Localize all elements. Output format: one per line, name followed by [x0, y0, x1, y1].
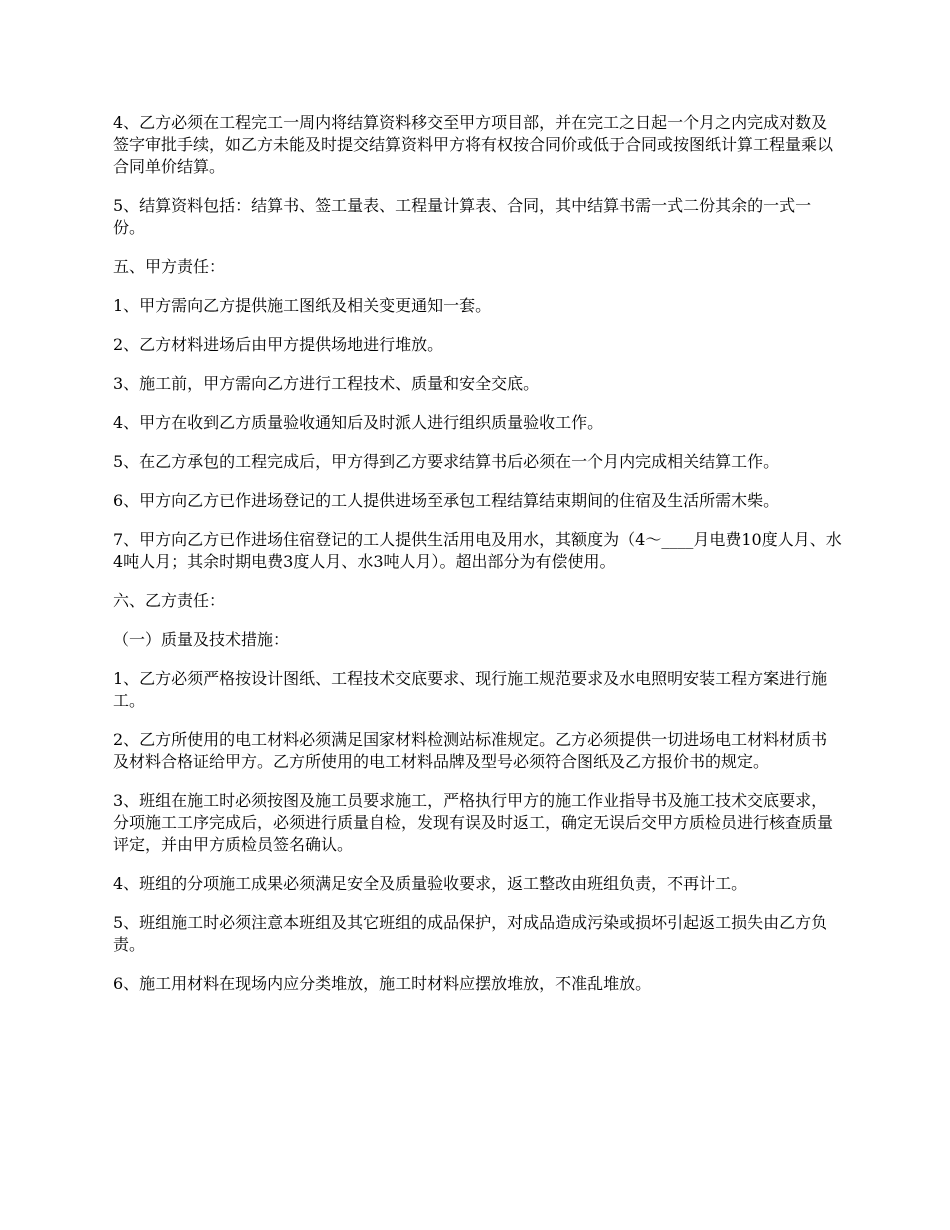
- document-page: [113, 112, 843, 1012]
- party-a-clause-2: 2、乙方材料进场后由甲方提供场地进行堆放。: [113, 335, 444, 354]
- party-a-clause-7: 7、甲方向乙方已作进场住宿登记的工人提供生活用电及用水，其额度为（4～____月电费10度人月、水4吨人月；其余时期电费3度人月、水3吨人月）。超出部分为有偿使用。: [113, 530, 842, 571]
- party-a-clause-5: 5、在乙方承包的工程完成后，甲方得到乙方要求结算书后必须在一个月内完成相关结算工作。: [113, 452, 780, 471]
- section-heading-party-a: 五、甲方责任：: [113, 257, 226, 276]
- party-b-clause-3: 3、班组在施工时必须按图及施工员要求施工，严格执行甲方的施工作业指导书及施工技术交底要求，分项施工工序完成后，必须进行质量自检，发现有误及时返工，确定无误后交甲方质检员进行核查质量评定，并由甲方质检员签名确认。: [113, 791, 834, 854]
- party-b-clause-4: 4、班组的分项施工成果必须满足安全及质量验收要求，返工整改由班组负责，不再计工。: [113, 874, 748, 893]
- party-b-clause-2: 2、乙方所使用的电工材料必须满足国家材料检测站标准规定。乙方必须提供一切进场电工材料材质书及材料合格证给甲方。乙方所使用的电工材料品牌及型号必须符合图纸及乙方报价书的规定。: [113, 730, 828, 771]
- clause-5-settlement-documents: 5、结算资料包括：结算书、签工量表、工程量计算表、合同，其中结算书需一式二份其余的一式一份。: [113, 196, 812, 237]
- section-heading-party-b: 六、乙方责任：: [113, 591, 226, 610]
- party-b-clause-6: 6、施工用材料在现场内应分类堆放，施工时材料应摆放堆放，不准乱堆放。: [113, 974, 652, 993]
- clause-4-settlement-submission: 4、乙方必须在工程完工一周内将结算资料移交至甲方项目部，并在完工之日起一个月之内完成对数及签字审批手续，如乙方未能及时提交结算资料甲方将有权按合同价或低于合同或按图纸计算工程量乘以合同单价结算。: [113, 113, 834, 176]
- party-a-clause-1: 1、甲方需向乙方提供施工图纸及相关变更通知一套。: [113, 296, 492, 315]
- party-b-clause-5: 5、班组施工时必须注意本班组及其它班组的成品保护，对成品造成污染或损坏引起返工损失由乙方负责。: [113, 913, 828, 954]
- party-a-clause-6: 6、甲方向乙方已作进场登记的工人提供进场至承包工程结算结束期间的住宿及生活所需木柴。: [113, 491, 780, 510]
- subsection-heading-quality: （一）质量及技术措施：: [113, 630, 290, 649]
- party-b-clause-1: 1、乙方必须严格按设计图纸、工程技术交底要求、现行施工规范要求及水电照明安装工程方案进行施工。: [113, 669, 828, 710]
- party-a-clause-3: 3、施工前，甲方需向乙方进行工程技术、质量和安全交底。: [113, 374, 540, 393]
- party-a-clause-4: 4、甲方在收到乙方质量验收通知后及时派人进行组织质量验收工作。: [113, 413, 604, 432]
